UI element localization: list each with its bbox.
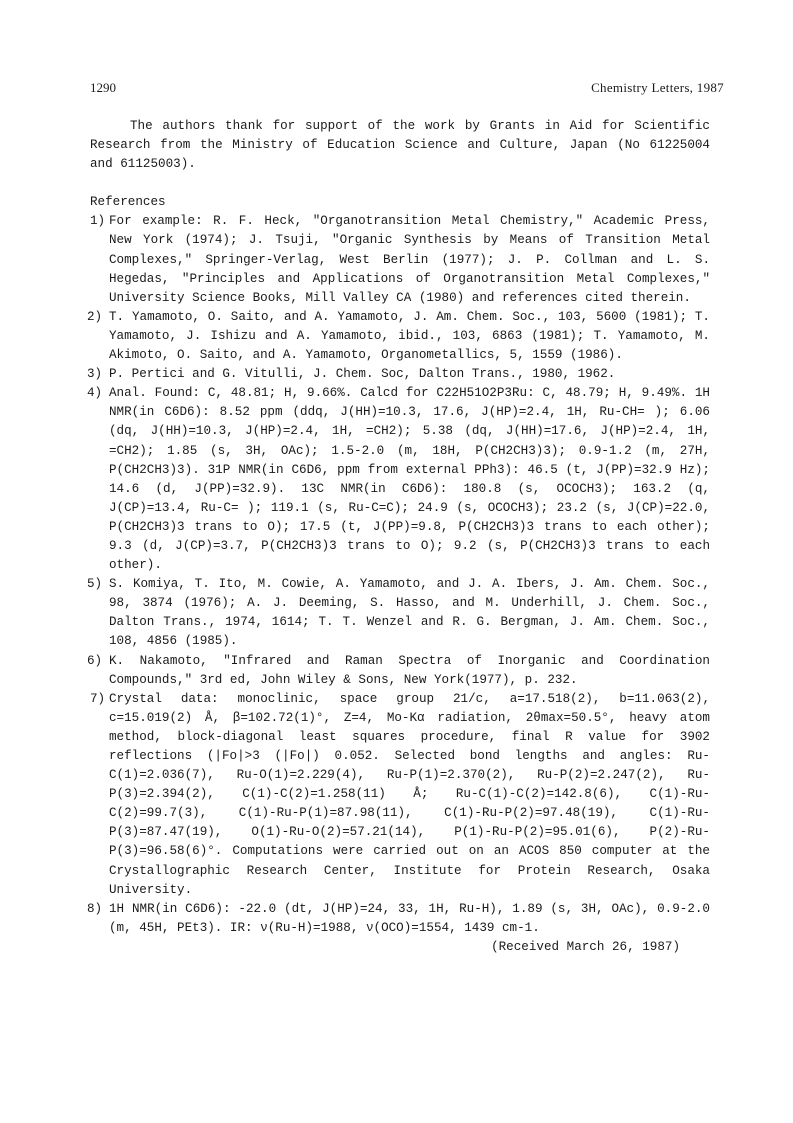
reference-number: 6) <box>87 653 103 668</box>
reference-item <box>87 652 710 690</box>
reference-text: 1H NMR(in C6D6): -22.0 (dt, J(HP)=24, 33, 1H, Ru-H), 1.89 (s, 3H, OAc), 0.9-2.0 (m, 45H, PEt3). IR: ν(Ru-H)=1988, ν(OCO)=1554, 1439 cm-1. <box>109 901 710 935</box>
reference-item <box>90 212 710 307</box>
reference-text: T. Yamamoto, O. Saito, and A. Yamamoto, J. Am. Chem. Soc., 103, 5600 (1981); T. Yamamoto, J. Ishizu and A. Yamamoto, ibid., 103, 6863 (1981); T. Yamamoto, M. Akimoto, O. Saito, and A. Yamamoto, Organometallics, 5, 1559 (1986). <box>109 309 710 363</box>
received-date: (Received March 26, 1987) <box>491 939 680 954</box>
reference-item <box>87 308 710 365</box>
reference-text: S. Komiya, T. Ito, M. Cowie, A. Yamamoto, and J. A. Ibers, J. Am. Chem. Soc., 98, 3874 (1976); A. J. Deeming, S. Hasso, and M. Underhill, J. Chem. Soc., Dalton Trans., 1974, 1614; T. T. Wenzel and R. G. Bergman, J. Am. Chem. Soc., 108, 4856 (1985). <box>109 577 710 649</box>
journal-name: Chemistry Letters, 1987 <box>591 80 724 95</box>
reference-item <box>87 384 710 575</box>
reference-text: Crystal data: monoclinic, space group 21/c, a=17.518(2), b=11.063(2), c=15.019(2) Å, β=102.72(1)°, Z=4, Mo-Kα radiation, 2θmax=50.5°, heavy atom method, block-diagonal least squares procedure, final R value for 3902 reflections (|Fo|>3 (|Fo|) 0.052. Selected bond lengths and angles: Ru-C(1)=2.036(7), Ru-O(1)=2.229(4), Ru-P(1)=2.370(2), Ru-P(2)=2.247(2), Ru-P(3)=2.394(2), C(1)-C(2)=1.258(11) Å; Ru-C(1)-C(2)=142.8(6), C(1)-Ru-C(2)=99.7(3), C(1)-Ru-P(1)=87.98(11), C(1)-Ru-P(2)=97.48(19), C(1)-Ru-P(3)=87.47(19), O(1)-Ru-O(2)=57.21(14), P(1)-Ru-P(2)=95.01(6), P(2)-Ru-P(3)=96.58(6)°. Computations were carried out on an ACOS 850 computer at the Crystallographic Research Center, Institute for Protein Research, Osaka University. <box>109 691 710 897</box>
reference-text: P. Pertici and G. Vitulli, J. Chem. Soc, Dalton Trans., 1980, 1962. <box>109 367 616 382</box>
reference-number: 7) <box>90 691 106 706</box>
reference-number: 4) <box>87 386 103 401</box>
reference-number: 8) <box>87 901 103 916</box>
page-body <box>87 117 710 957</box>
reference-item <box>87 575 710 651</box>
reference-item <box>90 690 710 900</box>
reference-text: Anal. Found: C, 48.81; H, 9.66%. Calcd for C22H51O2P3Ru: C, 48.79; H, 9.49%. 1H NMR(in C6D6): 8.52 ppm (ddq, J(HH)=10.3, 17.6, J(HP)=2.4, 1H, Ru-CH= ); 6.06 (dq, J(HH)=10.3, J(HP)=2.4, 1H, =CH2); 5.38 (dq, J(HH)=17.6, J(HP)=2.4, 1H, =CH2); 1.85 (s, 3H, OAc); 1.5-2.0 (m, 18H, P(CH2CH3)3); 0.9-1.2 (m, 27H, P(CH2CH3)3). 31P NMR(in C6D6, ppm from external PPh3): 46.5 (t, J(PP)=32.9 Hz); 14.6 (d, J(PP)=32.9). 13C NMR(in C6D6): 180.8 (s, OCOCH3); 163.2 (q, J(CP)=13.4, Ru-C= ); 119.1 (s, Ru-C=C); 24.9 (s, OCOCH3); 23.2 (s, J(CP)=22.0, P(CH2CH3)3 trans to O); 17.5 (t, J(PP)=9.8, P(CH2CH3)3 trans to each other); 9.3 (d, J(CP)=3.7, P(CH2CH3)3 trans to O); 9.2 (s, P(CH2CH3)3 trans to each other). <box>109 386 710 573</box>
page-number: 1290 <box>90 80 116 95</box>
reference-text: K. Nakamoto, "Infrared and Raman Spectra of Inorganic and Coordination Compounds," 3rd ed, John Wiley & Sons, New York(1977), p. 232. <box>109 653 710 687</box>
reference-number: 2) <box>87 309 103 324</box>
reference-number: 3) <box>87 367 103 382</box>
page-header <box>90 80 724 100</box>
reference-item <box>87 365 710 384</box>
acknowledgement-text: The authors thank for support of the work by Grants in Aid for Scientific Research from the Ministry of Education Science and Culture, Japan (No 61225004 and 61125003). <box>90 119 710 172</box>
acknowledgement-paragraph <box>90 117 710 174</box>
reference-list <box>87 212 710 938</box>
reference-text: For example: R. F. Heck, "Organotransition Metal Chemistry," Academic Press, New York (1974); J. Tsuji, "Organic Synthesis by Means of Transition Metal Complexes," Springer-Verlag, West Berlin (1977); J. P. Collman and L. S. Hegedas, "Principles and Applications of Organotransition Metal Complexes," University Science Books, Mill Valley CA (1980) and references cited therein. <box>109 214 710 305</box>
references-heading: References <box>90 195 166 210</box>
reference-number: 1) <box>90 214 106 229</box>
reference-item <box>87 900 710 938</box>
reference-number: 5) <box>87 577 103 592</box>
